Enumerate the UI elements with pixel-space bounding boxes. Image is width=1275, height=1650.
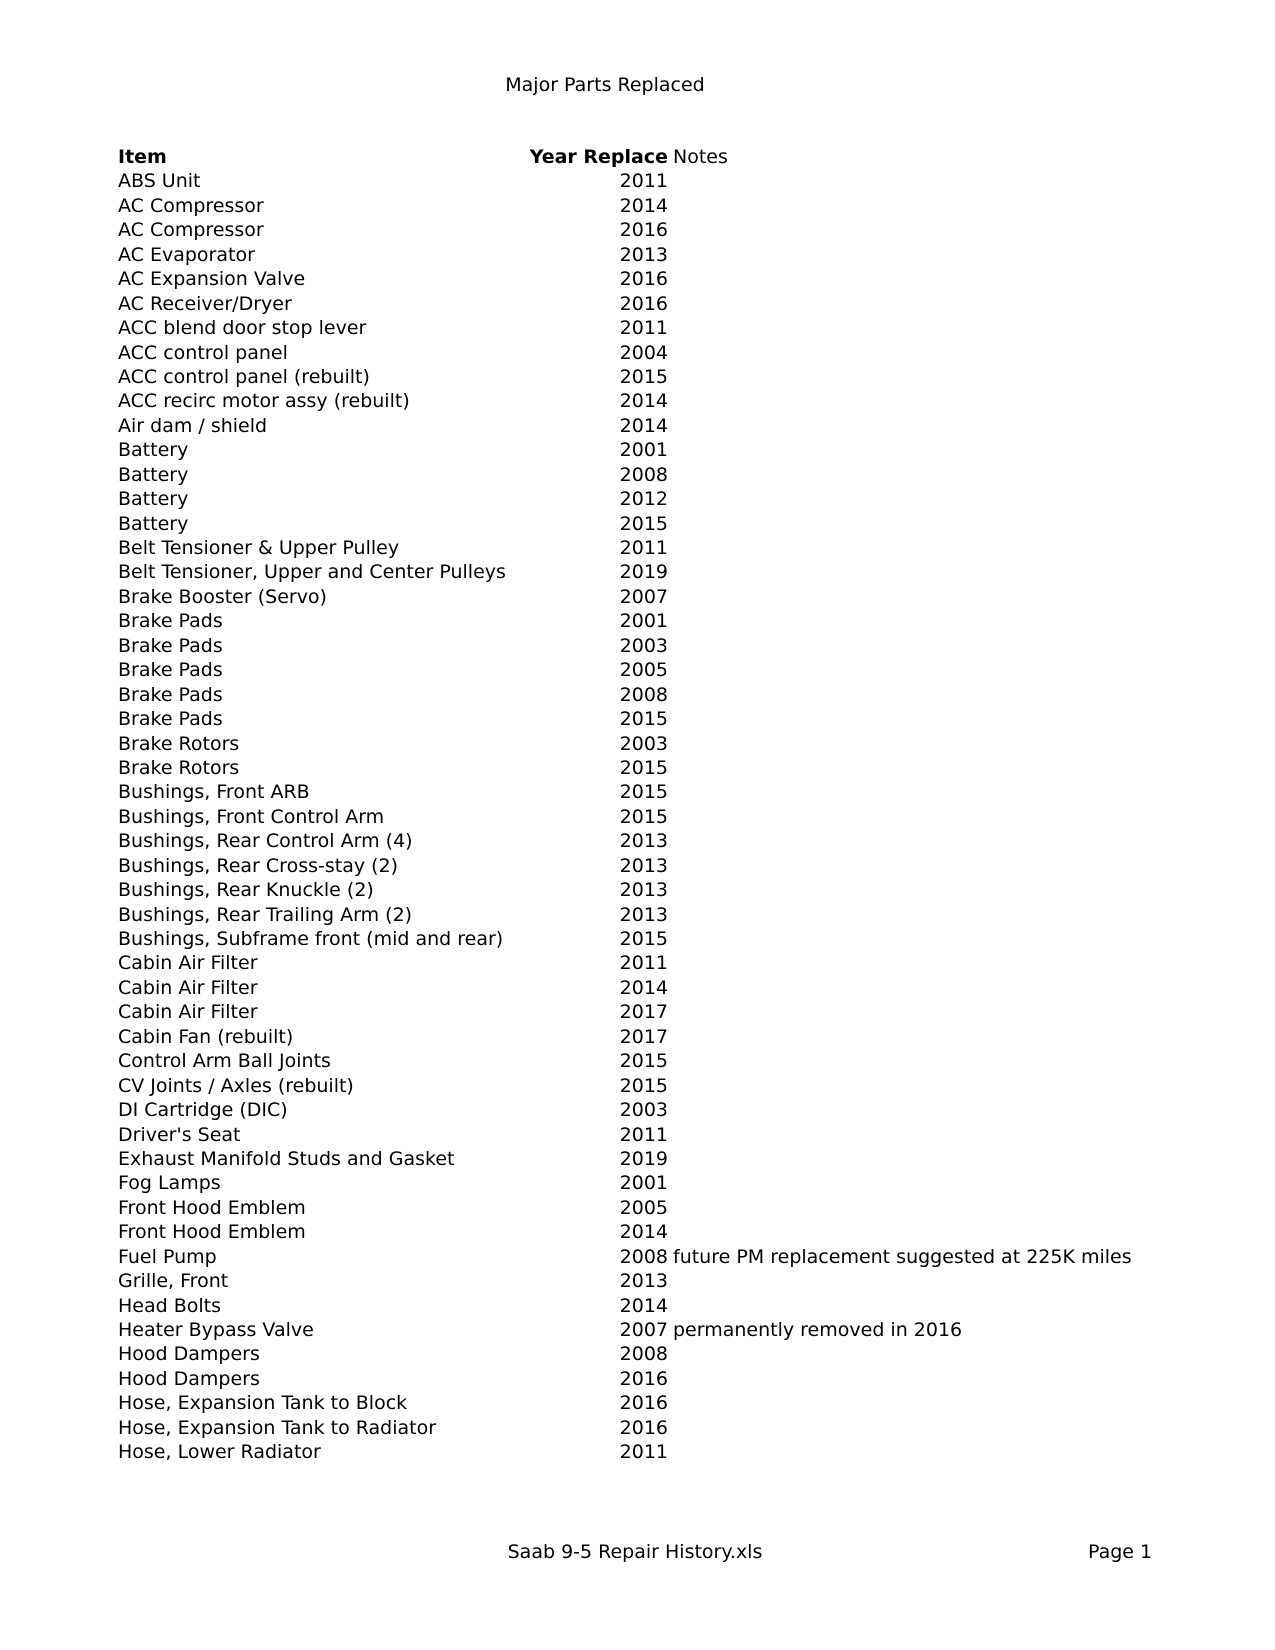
cell-notes — [668, 1440, 673, 1464]
cell-notes — [668, 805, 673, 829]
cell-item: Hood Dampers — [118, 1367, 260, 1390]
cell-notes — [668, 854, 673, 878]
cell-item: AC Compressor — [118, 219, 264, 242]
cell-notes — [668, 194, 673, 218]
table-row — [118, 1269, 1132, 1293]
cell-notes — [668, 463, 673, 487]
cell-year: 2016 — [619, 1367, 668, 1390]
footer-filename: Saab 9-5 Repair History.xls — [507, 1541, 763, 1563]
table-row — [118, 1049, 1132, 1073]
cell-item: Brake Booster (Servo) — [118, 585, 327, 608]
cell-item: Cabin Air Filter — [118, 1001, 258, 1024]
cell-year: 2015 — [619, 708, 668, 731]
cell-notes — [668, 1000, 673, 1024]
cell-year: 2013 — [619, 879, 668, 902]
cell-item: Brake Pads — [118, 610, 223, 633]
table-row — [118, 1440, 1132, 1464]
cell-year: 2017 — [619, 1001, 668, 1024]
cell-item: Front Hood Emblem — [118, 1196, 306, 1219]
cell-item: AC Evaporator — [118, 243, 255, 266]
cell-year: 2016 — [619, 219, 668, 242]
page-title: Major Parts Replaced — [505, 74, 705, 96]
cell-year: 2019 — [619, 561, 668, 584]
cell-item: Brake Pads — [118, 634, 223, 657]
cell-notes: future PM replacement suggested at 225K miles — [673, 1245, 1132, 1268]
cell-notes — [668, 1342, 673, 1366]
cell-year: 2008 — [619, 1245, 668, 1268]
cell-year: 2001 — [619, 439, 668, 462]
table-row — [118, 1245, 1132, 1269]
cell-item: Brake Rotors — [118, 732, 240, 755]
cell-notes — [668, 634, 673, 658]
cell-year: 2015 — [619, 1074, 668, 1097]
cell-notes — [668, 414, 673, 438]
table-row — [118, 463, 1132, 487]
cell-item: Driver's Seat — [118, 1123, 241, 1146]
cell-notes — [668, 341, 673, 365]
cell-item: Head Bolts — [118, 1294, 222, 1317]
cell-item: Battery — [118, 488, 189, 511]
table-body — [118, 169, 1132, 1464]
cell-notes — [668, 585, 673, 609]
cell-item: ABS Unit — [118, 170, 201, 193]
cell-item: Battery — [118, 439, 189, 462]
cell-year: 2011 — [619, 1441, 668, 1464]
cell-notes — [668, 1416, 673, 1440]
cell-item: Air dam / shield — [118, 414, 268, 437]
cell-notes — [668, 267, 673, 291]
table-row — [118, 903, 1132, 927]
cell-notes — [668, 218, 673, 242]
cell-notes — [668, 1220, 673, 1244]
cell-notes — [668, 1123, 673, 1147]
table-row — [118, 1391, 1132, 1415]
cell-year: 2003 — [619, 732, 668, 755]
cell-year: 2015 — [619, 365, 668, 388]
cell-notes — [668, 658, 673, 682]
cell-notes — [668, 707, 673, 731]
cell-notes — [668, 1074, 673, 1098]
footer-page-number: Page 1 — [1088, 1541, 1153, 1563]
cell-notes — [668, 1025, 673, 1049]
cell-item: Bushings, Rear Cross-stay (2) — [118, 854, 399, 877]
cell-year: 2011 — [619, 1123, 668, 1146]
cell-year: 2013 — [619, 243, 668, 266]
cell-notes — [668, 1049, 673, 1073]
cell-year: 2015 — [619, 805, 668, 828]
cell-item: Grille, Front — [118, 1270, 229, 1293]
cell-notes — [668, 903, 673, 927]
cell-notes — [668, 316, 673, 340]
cell-year: 2016 — [619, 268, 668, 291]
table-row — [118, 1025, 1132, 1049]
cell-notes — [668, 536, 673, 560]
cell-item: Control Arm Ball Joints — [118, 1050, 331, 1073]
cell-year: 2001 — [619, 610, 668, 633]
cell-year: 2014 — [619, 976, 668, 999]
cell-year: 2007 — [619, 1319, 668, 1341]
cell-notes — [668, 976, 673, 1000]
cell-year: 2014 — [619, 1294, 668, 1317]
table-row — [118, 805, 1132, 829]
table-row — [118, 292, 1132, 316]
cell-item: Hose, Lower Radiator — [118, 1441, 321, 1464]
cell-notes: permanently removed in 2016 — [673, 1319, 963, 1341]
cell-notes — [668, 1294, 673, 1318]
cell-item: Fuel Pump — [118, 1245, 217, 1268]
cell-item: AC Receiver/Dryer — [118, 292, 292, 315]
cell-item: DI Cartridge (DIC) — [118, 1099, 288, 1122]
table-row — [118, 780, 1132, 804]
table-row — [118, 683, 1132, 707]
cell-item: ACC recirc motor assy (rebuilt) — [118, 390, 410, 413]
cell-year: 2015 — [619, 928, 668, 950]
table-row — [118, 365, 1132, 389]
cell-notes — [668, 512, 673, 536]
cell-notes — [668, 878, 673, 902]
cell-notes — [668, 389, 673, 413]
cell-year: 2015 — [619, 1050, 668, 1073]
table-row — [118, 414, 1132, 438]
cell-notes — [668, 951, 673, 975]
table-row — [118, 951, 1132, 975]
cell-item: Cabin Air Filter — [118, 952, 258, 975]
cell-year: 2012 — [619, 488, 668, 511]
cell-item: Fog Lamps — [118, 1172, 221, 1195]
cell-item: Bushings, Rear Knuckle (2) — [118, 879, 374, 902]
cell-year: 2011 — [619, 317, 668, 340]
table-row — [118, 1147, 1132, 1171]
table-row — [118, 316, 1132, 340]
cell-item: Bushings, Rear Control Arm (4) — [118, 830, 413, 853]
table-row — [118, 1318, 1132, 1342]
cell-notes — [668, 1367, 673, 1391]
cell-notes — [668, 780, 673, 804]
cell-item: AC Expansion Valve — [118, 268, 306, 291]
cell-item: Hose, Expansion Tank to Radiator — [118, 1416, 437, 1439]
cell-year: 2015 — [619, 512, 668, 535]
cell-item: Brake Pads — [118, 708, 223, 731]
table-row — [118, 536, 1132, 560]
table-row — [118, 389, 1132, 413]
table-row — [118, 1416, 1132, 1440]
cell-notes — [668, 732, 673, 756]
cell-year: 2019 — [619, 1147, 668, 1170]
cell-notes — [668, 756, 673, 780]
cell-item: Bushings, Front ARB — [118, 781, 310, 804]
header-item: Item — [118, 146, 167, 168]
cell-year: 2011 — [619, 170, 668, 193]
table-row — [118, 756, 1132, 780]
table-row — [118, 829, 1132, 853]
cell-year: 2014 — [619, 414, 668, 437]
cell-item: Cabin Air Filter — [118, 976, 258, 999]
table-row — [118, 218, 1132, 242]
cell-item: Bushings, Rear Trailing Arm (2) — [118, 903, 413, 926]
cell-year: 2001 — [619, 1172, 668, 1195]
table-row — [118, 1220, 1132, 1244]
cell-notes — [668, 1147, 673, 1171]
cell-notes — [668, 1196, 673, 1220]
cell-item: CV Joints / Axles (rebuilt) — [118, 1074, 354, 1097]
cell-year: 2008 — [619, 1343, 668, 1366]
table-row — [118, 512, 1132, 536]
cell-year: 2003 — [619, 634, 668, 657]
table-row — [118, 1294, 1132, 1318]
table-header — [118, 145, 1132, 169]
cell-year: 2016 — [619, 1392, 668, 1415]
table-row — [118, 609, 1132, 633]
table-row — [118, 1196, 1132, 1220]
table-row — [118, 878, 1132, 902]
cell-year: 2003 — [619, 1099, 668, 1122]
table-row — [118, 585, 1132, 609]
cell-notes — [668, 683, 673, 707]
cell-notes — [668, 1171, 673, 1195]
cell-notes — [668, 829, 673, 853]
table-row — [118, 1123, 1132, 1147]
cell-item: Battery — [118, 463, 189, 486]
cell-year: 2005 — [619, 659, 668, 682]
cell-item: Belt Tensioner, Upper and Center Pulleys — [118, 561, 506, 584]
table-row — [118, 194, 1132, 218]
cell-year: 2004 — [619, 341, 668, 364]
cell-year: 2013 — [619, 1270, 668, 1293]
cell-notes — [668, 560, 673, 584]
cell-item: Exhaust Manifold Studs and Gasket — [118, 1147, 455, 1170]
table-row — [118, 267, 1132, 291]
cell-year: 2008 — [619, 463, 668, 486]
cell-year: 2016 — [619, 292, 668, 315]
cell-item: Bushings, Front Control Arm — [118, 805, 385, 828]
cell-year: 2014 — [619, 1221, 668, 1244]
cell-notes — [668, 438, 673, 462]
cell-year: 2016 — [619, 1416, 668, 1439]
cell-notes — [668, 609, 673, 633]
cell-item: Belt Tensioner & Upper Pulley — [118, 537, 400, 559]
table-row — [118, 438, 1132, 462]
cell-year: 2015 — [619, 781, 668, 804]
cell-item: Bushings, Subframe front (mid and rear) — [118, 928, 504, 950]
cell-year: 2017 — [619, 1025, 668, 1048]
cell-item: Heater Bypass Valve — [118, 1319, 314, 1341]
header-year: Year Replace — [529, 146, 668, 168]
table-row — [118, 243, 1132, 267]
table-row — [118, 1000, 1132, 1024]
cell-notes — [668, 927, 673, 951]
table-row — [118, 487, 1132, 511]
cell-year: 2015 — [619, 756, 668, 779]
cell-notes — [668, 1269, 673, 1293]
header-notes: Notes — [673, 146, 728, 168]
table-row — [118, 854, 1132, 878]
table-row — [118, 1171, 1132, 1195]
table-row — [118, 1367, 1132, 1391]
cell-notes — [668, 169, 673, 193]
cell-notes — [668, 1391, 673, 1415]
cell-item: Brake Pads — [118, 659, 223, 682]
cell-year: 2014 — [619, 194, 668, 217]
cell-item: Brake Pads — [118, 683, 223, 706]
cell-year: 2011 — [619, 952, 668, 975]
cell-item: Front Hood Emblem — [118, 1221, 306, 1244]
cell-year: 2005 — [619, 1196, 668, 1219]
cell-year: 2008 — [619, 683, 668, 706]
cell-item: AC Compressor — [118, 194, 264, 217]
cell-item: ACC control panel (rebuilt) — [118, 365, 370, 388]
table-row — [118, 169, 1132, 193]
cell-item: Hood Dampers — [118, 1343, 260, 1366]
cell-item: ACC control panel — [118, 341, 288, 364]
cell-year: 2007 — [619, 585, 668, 608]
cell-item: Brake Rotors — [118, 756, 240, 779]
table-row — [118, 1342, 1132, 1366]
cell-notes — [668, 243, 673, 267]
cell-item: ACC blend door stop lever — [118, 317, 367, 340]
table-row — [118, 341, 1132, 365]
cell-item: Battery — [118, 512, 189, 535]
cell-year: 2011 — [619, 537, 668, 559]
cell-item: Hose, Expansion Tank to Block — [118, 1392, 408, 1415]
table-row — [118, 634, 1132, 658]
table-row — [118, 658, 1132, 682]
cell-item: Cabin Fan (rebuilt) — [118, 1025, 294, 1048]
parts-table — [118, 145, 1132, 1465]
cell-year: 2013 — [619, 830, 668, 853]
cell-notes — [668, 292, 673, 316]
table-row — [118, 976, 1132, 1000]
cell-notes — [668, 365, 673, 389]
cell-notes — [668, 1098, 673, 1122]
table-row — [118, 927, 1132, 951]
cell-year: 2013 — [619, 854, 668, 877]
cell-year: 2013 — [619, 903, 668, 926]
cell-year: 2014 — [619, 390, 668, 413]
table-row — [118, 560, 1132, 584]
table-row — [118, 707, 1132, 731]
table-row — [118, 1098, 1132, 1122]
cell-notes — [668, 487, 673, 511]
table-row — [118, 1074, 1132, 1098]
table-row — [118, 732, 1132, 756]
